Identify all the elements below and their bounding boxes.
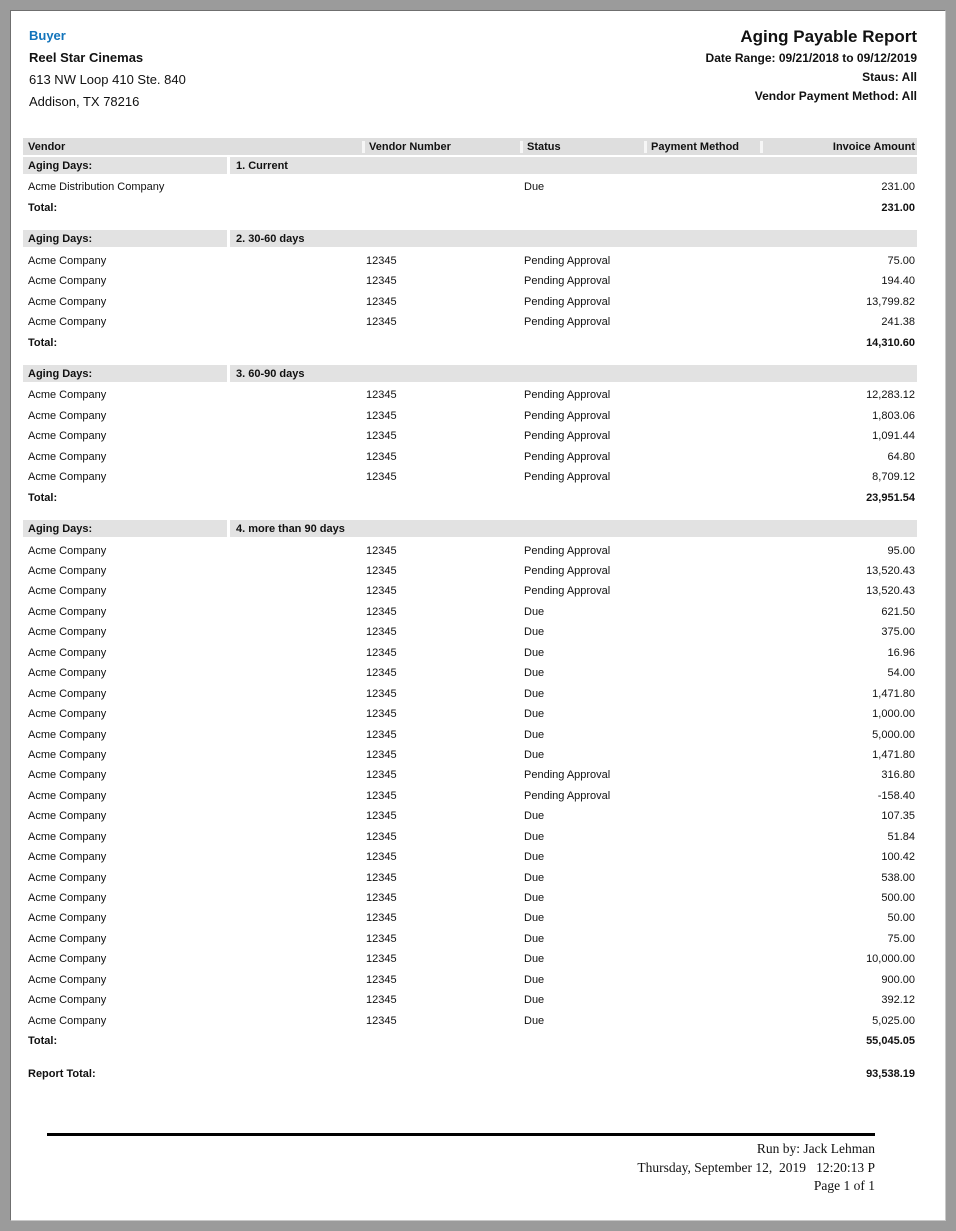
cell-status: Pending Approval [524, 389, 611, 402]
section-total-amount: 55,045.05 [866, 1035, 915, 1048]
cell-vendor: Acme Company [28, 973, 107, 986]
section-total-amount: 231.00 [881, 201, 915, 214]
cell-vendor: Acme Company [28, 789, 107, 802]
cell-vendor: Acme Company [28, 295, 107, 308]
cell-vendor: Acme Company [28, 830, 107, 843]
cell-invoice-amount: 75.00 [887, 254, 915, 267]
invoice-row [23, 271, 917, 291]
cell-vendor-number: 12345 [366, 626, 397, 639]
report-total-row [23, 1064, 917, 1085]
section-total-label: Total: [28, 491, 58, 504]
cell-vendor-number: 12345 [366, 994, 397, 1007]
cell-vendor-number: 12345 [366, 748, 397, 761]
cell-invoice-amount: 538.00 [881, 871, 915, 884]
cell-status: Due [524, 1014, 545, 1027]
buyer-address-line1: 613 NW Loop 410 Ste. 840 [29, 72, 186, 87]
cell-vendor: Acme Company [28, 450, 107, 463]
cell-invoice-amount: 13,799.82 [866, 295, 915, 308]
cell-invoice-amount: 5,000.00 [872, 728, 915, 741]
cell-vendor-number: 12345 [366, 646, 397, 659]
cell-vendor-number: 12345 [366, 687, 397, 700]
cell-vendor: Acme Company [28, 471, 107, 484]
cell-invoice-amount: 1,091.44 [872, 430, 915, 443]
cell-vendor: Acme Company [28, 994, 107, 1007]
cell-vendor: Acme Company [28, 430, 107, 443]
cell-vendor-number: 12345 [366, 892, 397, 905]
cell-invoice-amount: 54.00 [887, 667, 915, 680]
footer-divider-line [47, 1133, 875, 1136]
cell-invoice-amount: 231.00 [881, 181, 915, 194]
cell-status: Pending Approval [524, 315, 611, 328]
cell-status: Pending Approval [524, 430, 611, 443]
report-status-filter: Staus: All [862, 70, 917, 84]
invoice-row [23, 867, 917, 887]
cell-vendor-number: 12345 [366, 471, 397, 484]
cell-vendor-number: 12345 [366, 708, 397, 721]
cell-status: Pending Approval [524, 769, 611, 782]
invoice-row [23, 406, 917, 426]
cell-vendor-number: 12345 [366, 912, 397, 925]
cell-invoice-amount: 900.00 [881, 973, 915, 986]
cell-status: Due [524, 667, 545, 680]
section-total-label: Total: [28, 1035, 58, 1048]
cell-status: Due [524, 708, 545, 721]
cell-vendor-number: 12345 [366, 932, 397, 945]
cell-invoice-amount: 5,025.00 [872, 1014, 915, 1027]
buyer-label: Buyer [29, 28, 66, 43]
cell-vendor: Acme Company [28, 1014, 107, 1027]
invoice-row [23, 908, 917, 928]
cell-invoice-amount: 13,520.43 [866, 565, 915, 578]
cell-invoice-amount: 194.40 [881, 275, 915, 288]
cell-status: Due [524, 748, 545, 761]
cell-invoice-amount: 107.35 [881, 810, 915, 823]
section-total-amount: 14,310.60 [866, 336, 915, 349]
report-header-block [706, 25, 917, 113]
cell-vendor: Acme Company [28, 912, 107, 925]
aging-days-band [23, 230, 917, 247]
cell-status: Pending Approval [524, 789, 611, 802]
invoice-row [23, 312, 917, 332]
invoice-row [23, 426, 917, 446]
cell-vendor: Acme Company [28, 646, 107, 659]
cell-vendor-number: 12345 [366, 769, 397, 782]
cell-vendor-number: 12345 [366, 544, 397, 557]
cell-status: Pending Approval [524, 585, 611, 598]
cell-vendor-number: 12345 [366, 851, 397, 864]
cell-status: Due [524, 994, 545, 1007]
cell-invoice-amount: 12,283.12 [866, 389, 915, 402]
cell-invoice-amount: 500.00 [881, 892, 915, 905]
cell-invoice-amount: 375.00 [881, 626, 915, 639]
cell-invoice-amount: 1,471.80 [872, 687, 915, 700]
cell-vendor-number: 12345 [366, 409, 397, 422]
buyer-company-name: Reel Star Cinemas [29, 50, 144, 65]
cell-status: Pending Approval [524, 254, 611, 267]
cell-status: Pending Approval [524, 409, 611, 422]
cell-invoice-amount: 10,000.00 [866, 953, 915, 966]
cell-invoice-amount: 16.96 [887, 646, 915, 659]
cell-vendor: Acme Company [28, 708, 107, 721]
section-total-label: Total: [28, 336, 58, 349]
cell-vendor-number: 12345 [366, 565, 397, 578]
report-page [10, 10, 946, 1221]
report-total-label: Report Total: [28, 1068, 96, 1081]
cell-vendor: Acme Company [28, 769, 107, 782]
cell-status: Pending Approval [524, 544, 611, 557]
report-payment-method-filter: Vendor Payment Method: All [754, 89, 917, 103]
cell-invoice-amount: 50.00 [887, 912, 915, 925]
cell-status: Due [524, 810, 545, 823]
cell-vendor: Acme Company [28, 544, 107, 557]
cell-vendor-number: 12345 [366, 389, 397, 402]
cell-vendor-number: 12345 [366, 830, 397, 843]
invoice-row [23, 888, 917, 908]
invoice-row [23, 1010, 917, 1030]
cell-vendor: Acme Company [28, 871, 107, 884]
cell-invoice-amount: 51.84 [887, 830, 915, 843]
report-total-amount: 93,538.19 [866, 1068, 915, 1081]
cell-vendor-number: 12345 [366, 315, 397, 328]
cell-vendor: Acme Company [28, 728, 107, 741]
aging-days-label: Aging Days: [23, 157, 227, 174]
cell-status: Due [524, 871, 545, 884]
cell-status: Due [524, 605, 545, 618]
column-header-vendor-number: Vendor Number [362, 141, 520, 153]
cell-vendor: Acme Distribution Company [28, 181, 165, 194]
cell-vendor-number: 12345 [366, 1014, 397, 1027]
section-total-label: Total: [28, 201, 58, 214]
cell-status: Due [524, 973, 545, 986]
aging-days-band [23, 365, 917, 382]
cell-invoice-amount: 1,471.80 [872, 748, 915, 761]
table-header-row [23, 138, 917, 155]
invoice-row [23, 447, 917, 467]
invoice-row [23, 385, 917, 405]
cell-vendor-number: 12345 [366, 254, 397, 267]
footer-run-by: Run by: Jack Lehman [756, 1141, 875, 1156]
cell-invoice-amount: 95.00 [887, 544, 915, 557]
cell-vendor-number: 12345 [366, 275, 397, 288]
footer-page-number: Page 1 of 1 [813, 1178, 875, 1193]
cell-vendor: Acme Company [28, 748, 107, 761]
aging-period-label: 3. 60-90 days [230, 365, 917, 382]
cell-vendor: Acme Company [28, 932, 107, 945]
invoice-row [23, 990, 917, 1010]
invoice-row [23, 970, 917, 990]
cell-vendor: Acme Company [28, 565, 107, 578]
report-date-range: Date Range: 09/21/2018 to 09/12/2019 [705, 51, 917, 65]
aging-days-label: Aging Days: [23, 520, 227, 537]
cell-status: Pending Approval [524, 295, 611, 308]
cell-invoice-amount: 621.50 [881, 605, 915, 618]
cell-invoice-amount: 75.00 [887, 932, 915, 945]
aging-section [23, 520, 917, 1052]
cell-vendor-number: 12345 [366, 973, 397, 986]
section-total-row [23, 197, 917, 218]
aging-days-label: Aging Days: [23, 365, 227, 382]
aging-section [23, 157, 917, 218]
cell-vendor: Acme Company [28, 254, 107, 267]
cell-status: Due [524, 728, 545, 741]
section-total-amount: 23,951.54 [866, 491, 915, 504]
report-title: Aging Payable Report [740, 27, 917, 46]
cell-vendor: Acme Company [28, 315, 107, 328]
cell-vendor-number: 12345 [366, 789, 397, 802]
cell-invoice-amount: 241.38 [881, 315, 915, 328]
aging-days-band [23, 157, 917, 174]
cell-vendor: Acme Company [28, 953, 107, 966]
cell-vendor-number: 12345 [366, 605, 397, 618]
invoice-row [23, 622, 917, 642]
invoice-row [23, 949, 917, 969]
aging-section [23, 365, 917, 508]
column-header-payment-method: Payment Method [644, 141, 760, 153]
column-header-vendor: Vendor [28, 140, 66, 153]
aging-period-label: 1. Current [230, 157, 917, 174]
aging-period-label: 2. 30-60 days [230, 230, 917, 247]
cell-status: Pending Approval [524, 471, 611, 484]
invoice-row [23, 786, 917, 806]
section-total-row [23, 487, 917, 508]
cell-status: Due [524, 912, 545, 925]
invoice-row [23, 643, 917, 663]
cell-invoice-amount: 392.12 [881, 994, 915, 1007]
aging-section [23, 230, 917, 353]
report-footer [47, 1133, 875, 1196]
cell-invoice-amount: 8,709.12 [872, 471, 915, 484]
invoice-row [23, 250, 917, 270]
cell-status: Due [524, 892, 545, 905]
cell-vendor: Acme Company [28, 389, 107, 402]
aging-period-label: 4. more than 90 days [230, 520, 917, 537]
cell-invoice-amount: 1,000.00 [872, 708, 915, 721]
invoice-row [23, 683, 917, 703]
invoice-row [23, 291, 917, 311]
invoice-row [23, 806, 917, 826]
invoice-row [23, 602, 917, 622]
cell-invoice-amount: 100.42 [881, 851, 915, 864]
column-header-status: Status [520, 141, 644, 153]
cell-vendor: Acme Company [28, 892, 107, 905]
cell-vendor-number: 12345 [366, 810, 397, 823]
cell-status: Due [524, 687, 545, 700]
invoice-row [23, 765, 917, 785]
cell-vendor: Acme Company [28, 687, 107, 700]
column-header-invoice-amount: Invoice Amount [760, 141, 917, 153]
buyer-address-block [29, 25, 186, 113]
cell-vendor-number: 12345 [366, 953, 397, 966]
invoice-row [23, 724, 917, 744]
table-body [23, 157, 917, 1052]
cell-vendor-number: 12345 [366, 295, 397, 308]
cell-vendor: Acme Company [28, 275, 107, 288]
cell-status: Pending Approval [524, 450, 611, 463]
cell-status: Due [524, 646, 545, 659]
invoice-row [23, 704, 917, 724]
aging-days-label: Aging Days: [23, 230, 227, 247]
invoice-row [23, 663, 917, 683]
cell-vendor: Acme Company [28, 585, 107, 598]
section-total-row [23, 1031, 917, 1052]
cell-status: Due [524, 953, 545, 966]
report-top-header [11, 11, 945, 113]
aging-payable-table [23, 138, 917, 1085]
cell-invoice-amount: 64.80 [887, 450, 915, 463]
section-total-row [23, 332, 917, 353]
invoice-row [23, 581, 917, 601]
cell-status: Due [524, 181, 545, 194]
invoice-row [23, 540, 917, 560]
cell-vendor-number: 12345 [366, 871, 397, 884]
cell-vendor-number: 12345 [366, 728, 397, 741]
footer-datetime: Thursday, September 12, 2019 12:20:13 P [637, 1159, 875, 1175]
cell-vendor: Acme Company [28, 605, 107, 618]
cell-vendor-number: 12345 [366, 450, 397, 463]
buyer-address-line2: Addison, TX 78216 [29, 94, 140, 109]
cell-status: Pending Approval [524, 565, 611, 578]
aging-days-band [23, 520, 917, 537]
cell-invoice-amount: -158.40 [877, 789, 915, 802]
cell-status: Due [524, 851, 545, 864]
invoice-row [23, 745, 917, 765]
cell-vendor: Acme Company [28, 810, 107, 823]
cell-vendor: Acme Company [28, 409, 107, 422]
invoice-row [23, 827, 917, 847]
cell-status: Due [524, 830, 545, 843]
invoice-row [23, 929, 917, 949]
invoice-row [23, 561, 917, 581]
cell-vendor-number: 12345 [366, 430, 397, 443]
cell-status: Due [524, 932, 545, 945]
cell-vendor-number: 12345 [366, 585, 397, 598]
invoice-row [23, 467, 917, 487]
cell-vendor-number: 12345 [366, 667, 397, 680]
cell-invoice-amount: 13,520.43 [866, 585, 915, 598]
cell-invoice-amount: 316.80 [881, 769, 915, 782]
cell-vendor: Acme Company [28, 667, 107, 680]
cell-status: Due [524, 626, 545, 639]
cell-vendor: Acme Company [28, 626, 107, 639]
cell-status: Pending Approval [524, 275, 611, 288]
cell-vendor: Acme Company [28, 851, 107, 864]
invoice-row [23, 847, 917, 867]
cell-invoice-amount: 1,803.06 [872, 409, 915, 422]
invoice-row [23, 177, 917, 197]
